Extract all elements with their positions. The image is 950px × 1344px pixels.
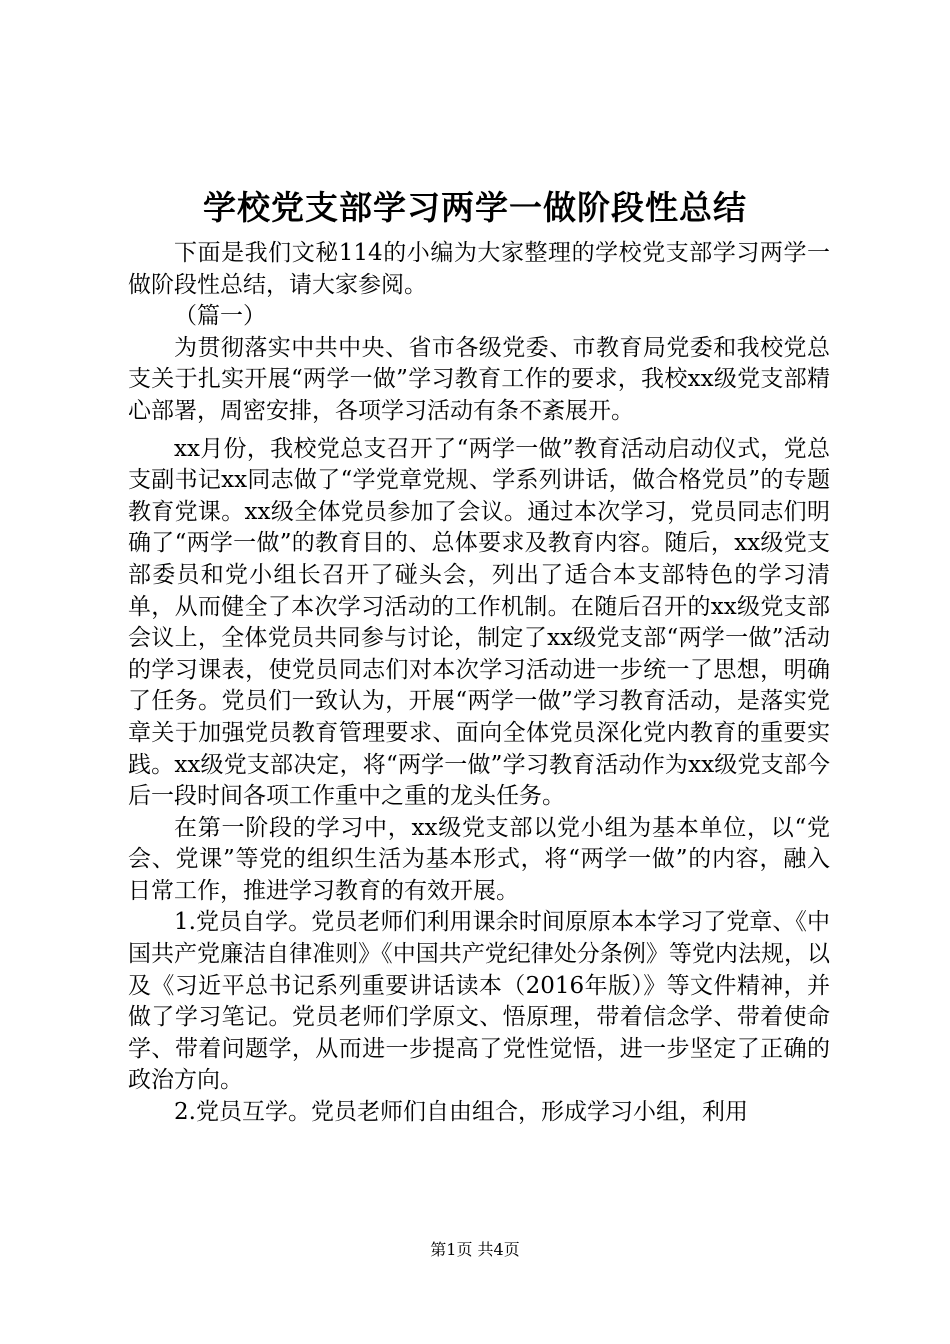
paragraph-4: 1.党员自学。党员老师们利用课余时间原原本本学习了党章、《中国共产党廉洁自律准则》《中国共产党纪律处分条例》等党内法规，以及《习近平总书记系列重要讲话读本（2016年版）》等文件精神，并做了学习笔记。党员老师们学原文、悟原理，带着信念学、带着使命学、带着问题学，从而进一步提高了党性觉悟，进一步坚定了正确的政治方向。 bbox=[128, 909, 830, 1094]
paragraph-intro: 下面是我们文秘114的小编为大家整理的学校党支部学习两学一做阶段性总结，请大家参阅。 bbox=[128, 240, 830, 298]
paragraph-3: 在第一阶段的学习中，xx级党支部以党小组为基本单位，以“党会、党课”等党的组织生活为基本形式，将“两学一做”的内容，融入日常工作，推进学习教育的有效开展。 bbox=[128, 814, 830, 904]
paragraph-5: 2.党员互学。党员老师们自由组合，形成学习小组，利用 bbox=[174, 1099, 748, 1126]
page-footer: 第1页 共4页 bbox=[430, 1240, 520, 1259]
paragraph-1: 为贯彻落实中共中央、省市各级党委、市教育局党委和我校党总支关于扎实开展“两学一做”学习教育工作的要求，我校xx级党支部精心部署，周密安排，各项学习活动有条不紊展开。 bbox=[128, 334, 830, 424]
paragraph-2: xx月份，我校党总支召开了“两学一做”教育活动启动仪式，党总支副书记xx同志做了“学党章党规、学系列讲话，做合格党员”的专题教育党课。xx级全体党员参加了会议。通过本次学习，党员同志们明确了“两学一做”的教育目的、总体要求及教育内容。随后，xx级党支部委员和党小组长召开了碰头会，列出了适合本支部特色的学习清单，从而健全了本次学习活动的工作机制。在随后召开的xx级党支部会议上，全体党员共同参与讨论，制定了xx级党支部“两学一做”活动的学习课表，使党员同志们对本次学习活动进一步统一了思想，明确了任务。党员们一致认为，开展“两学一做”学习教育活动，是落实党章关于加强党员教育管理要求、面向全体党员深化党内教育的重要实践。xx级党支部决定，将“两学一做”学习教育活动作为xx级党支部今后一段时间各项工作重中之重的龙头任务。 bbox=[128, 435, 830, 810]
paragraph-section-label: （篇一） bbox=[174, 303, 266, 330]
document-body bbox=[128, 238, 830, 1129]
document-title: 学校党支部学习两学一做阶段性总结 bbox=[203, 188, 747, 227]
